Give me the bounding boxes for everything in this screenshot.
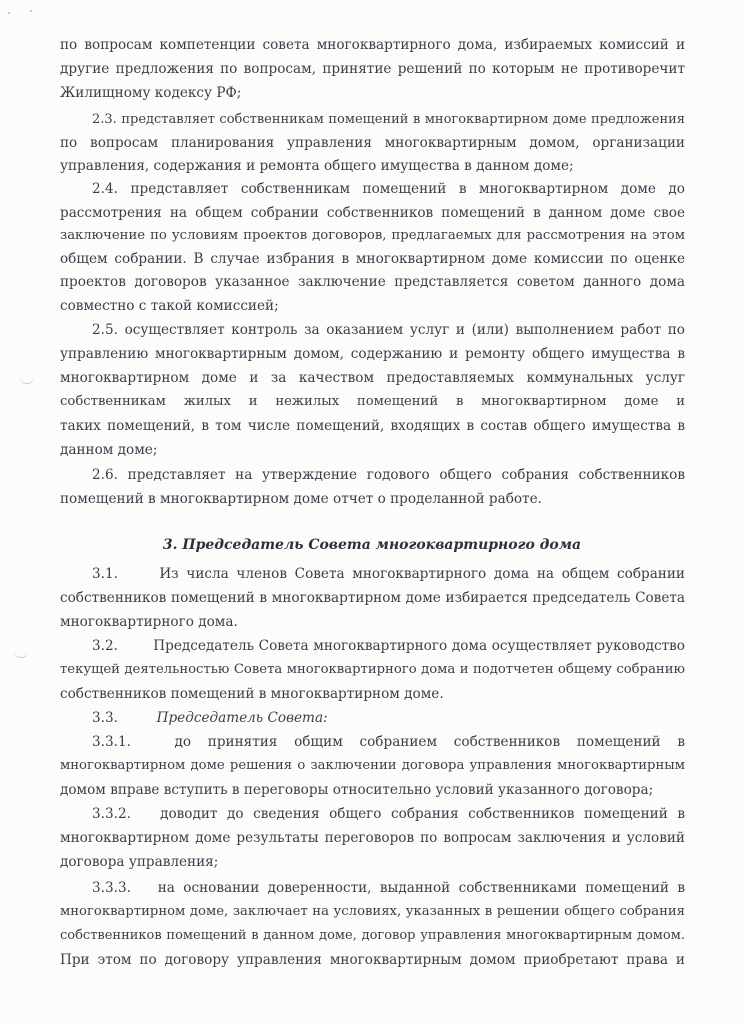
- paragraph-3-2: [92, 637, 685, 655]
- text-line: собственников помещений в данном доме, договор управления многоквартирным домом.: [60, 928, 685, 943]
- text-line: таких помещений, в том числе помещений, входящих в состав общего имущества в: [60, 418, 685, 434]
- scan-speck: [30, 10, 32, 12]
- clause-number: 3.3.: [92, 710, 118, 726]
- text-line: проектов договоров указанное заключение представляется советом данного дома: [60, 274, 685, 290]
- text-line: собственникам жилых и нежилых помещений в многоквартирном доме и: [60, 394, 685, 409]
- text-line: При этом по договору управления многоквартирным домом приобретают права и: [60, 952, 685, 968]
- text-line: общем собрании. В случае избрания в многоквартирном доме комиссии по оценке: [60, 251, 685, 267]
- clause-number: 3.2.: [92, 638, 118, 654]
- scan-speck: [8, 12, 10, 14]
- clause-text: на основании доверенности, выданной собственниками помещений в: [157, 880, 685, 896]
- scan-hole-mark: [14, 649, 28, 658]
- text-line: собственников помещений в многоквартирном доме избирается председатель Совета: [60, 590, 685, 606]
- clause-text: до принятия общим собранием собственников помещений в: [174, 734, 685, 750]
- clause-text: доводит до сведения общего собрания собственников помещений в: [160, 806, 685, 822]
- clause-number: 3.3.3.: [92, 880, 131, 896]
- paragraph-3-3-2: [92, 805, 685, 823]
- text-line: домом вправе вступить в переговоры относительно условий указанного договора;: [60, 782, 654, 798]
- text-line: собственников помещений в многоквартирном доме.: [60, 686, 444, 702]
- text-line: рассмотрения на общем собрании собственников помещений в данном доме свое: [60, 205, 685, 221]
- clause-text: Из числа членов Совета многоквартирного дома на общем собрании: [159, 566, 685, 582]
- text-line: заключение по условиям проектов договоров, предлагаемых для рассмотрения на этом: [60, 228, 685, 243]
- text-line: многоквартирном доме результаты переговоров по вопросам заключения и условий: [60, 830, 685, 846]
- scan-hole-mark: [20, 375, 34, 384]
- text-line: помещений в многоквартирном доме отчет о проделанной работе.: [60, 491, 542, 507]
- text-line: другие предложения по вопросам, принятие решений по которым не противоречит: [60, 61, 685, 77]
- text-line: по вопросам компетенции совета многоквартирного дома, избираемых комиссий и: [60, 37, 685, 53]
- clause-number: 3.1.: [92, 566, 118, 582]
- text-line: многоквартирного дома.: [60, 614, 238, 630]
- paragraph-2-4: 2.4. представляет собственникам помещений в многоквартирном доме до: [92, 181, 685, 197]
- text-line: по вопросам планирования управления многоквартирным домом, организации: [60, 135, 685, 151]
- clause-number: 3.3.2.: [92, 806, 131, 822]
- text-line: Жилищному кодексу РФ;: [60, 85, 242, 101]
- paragraph-3-3-3: [92, 879, 685, 897]
- text-line: многоквартирном доме и за качеством предоставляемых коммунальных услуг: [60, 370, 685, 386]
- clause-number: 3.3.1.: [92, 734, 131, 750]
- text-line: договора управления;: [60, 854, 219, 870]
- clause-text: Председатель Совета:: [156, 710, 328, 726]
- paragraph-3-3-1: [92, 733, 685, 751]
- text-line: управления, содержания и ремонта общего имущества в данном доме;: [60, 158, 574, 174]
- text-line: текущей деятельностью Совета многоквартирного дома и подотчетен общему собранию: [60, 662, 685, 677]
- clause-text: Председатель Совета многоквартирного дома осуществляет руководство: [153, 638, 685, 654]
- section-heading: 3. Председатель Совета многоквартирного дома: [162, 537, 582, 553]
- paragraph-2-6: 2.6. представляет на утверждение годового общего собрания собственников: [92, 467, 685, 483]
- paragraph-3-1: [92, 565, 685, 583]
- paragraph-2-5: 2.5. осуществляет контроль за оказанием услуг и (или) выполнением работ по: [92, 322, 685, 338]
- paragraph-3-3: [92, 709, 685, 727]
- text-line: данном доме;: [60, 442, 158, 458]
- text-line: многоквартирном доме решения о заключении договора управления многоквартирным: [60, 758, 685, 773]
- paragraph-2-3: 2.3. представляет собственникам помещений в многоквартирном доме предложения: [92, 112, 685, 127]
- text-line: управлению многоквартирным домом, содержанию и ремонту общего имущества в: [60, 346, 685, 362]
- text-line: совместно с такой комиссией;: [60, 298, 279, 314]
- text-line: многоквартирном доме, заключает на условиях, указанных в решении общего собрания: [60, 904, 685, 919]
